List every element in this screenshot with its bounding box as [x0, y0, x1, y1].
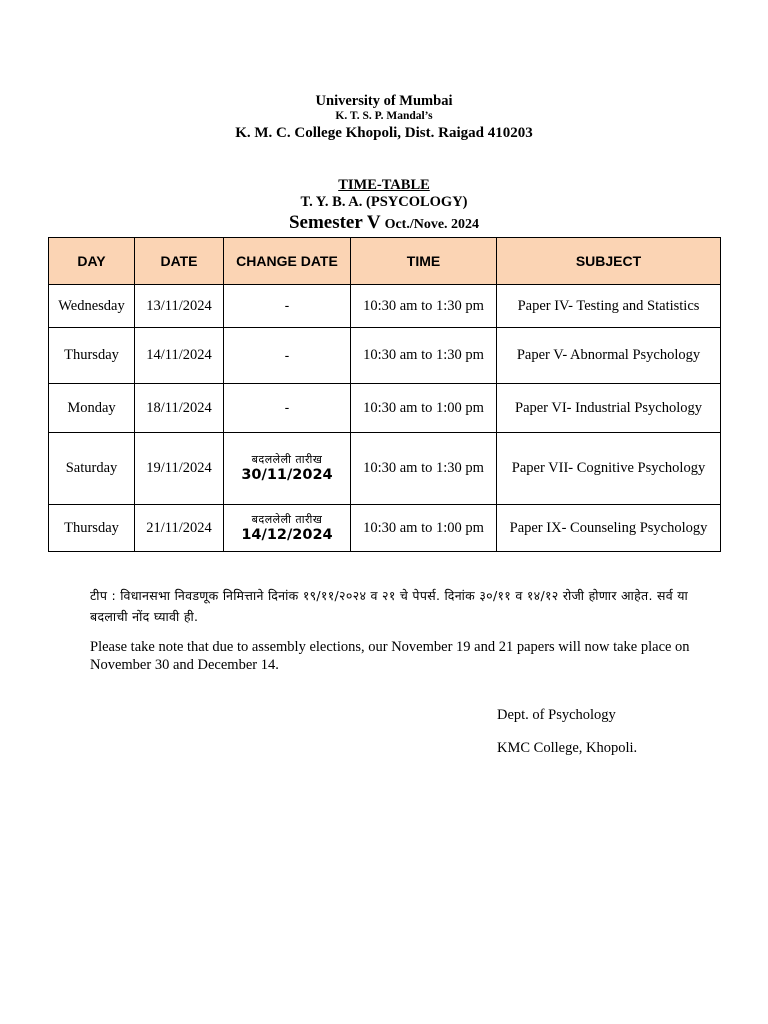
cell-date: 21/11/2024 — [135, 505, 224, 552]
cell-change-date — [224, 384, 351, 433]
cell-day: Saturday — [49, 433, 135, 505]
semester-line — [0, 212, 768, 234]
cell-change-date — [224, 328, 351, 384]
change-date-value: - — [284, 346, 290, 363]
table-row — [49, 505, 721, 552]
table-row — [49, 285, 721, 328]
cell-subject: Paper IX- Counseling Psychology — [497, 505, 721, 552]
change-date-value: 30/11/2024 — [241, 467, 333, 483]
cell-time: 10:30 am to 1:30 pm — [351, 328, 497, 384]
cell-change-date — [224, 505, 351, 552]
cell-day: Thursday — [49, 505, 135, 552]
cell-time: 10:30 am to 1:00 pm — [351, 505, 497, 552]
cell-date: 19/11/2024 — [135, 433, 224, 505]
change-date-note: बदललेली तारीख — [251, 453, 323, 466]
cell-subject: Paper VII- Cognitive Psychology — [497, 433, 721, 505]
change-date-value: 14/12/2024 — [241, 526, 333, 543]
cell-change-date — [224, 433, 351, 505]
table-header-row — [49, 238, 721, 285]
semester-label: Semester V — [288, 212, 381, 233]
cell-day: Wednesday — [49, 285, 135, 328]
cell-subject: Paper V- Abnormal Psychology — [497, 328, 721, 384]
column-header-change-date: CHANGE DATE — [224, 238, 351, 285]
timetable — [48, 237, 721, 552]
cell-day: Monday — [49, 384, 135, 433]
class-name: T. Y. B. A. (PSYCOLOGY) — [300, 194, 468, 210]
signature-college: KMC College, Khopoli. — [497, 740, 638, 756]
change-date-value: - — [284, 399, 290, 415]
cell-time: 10:30 am to 1:30 pm — [351, 285, 497, 328]
change-date-note: बदललेली तारीख — [251, 512, 323, 526]
college-name: K. M. C. College Khopoli, Dist. Raigad 410203 — [235, 125, 533, 141]
cell-day: Thursday — [49, 328, 135, 384]
note-marathi: टीप : विधानसभा निवडणूक निमित्ताने दिनांक १९/११/२०२४ व २१ चे पेपर्स. दिनांक ३०/११ व १४/१२ रोजी होणार आहेत. सर्व या बदलाची नोंद घ्यावी ही. — [90, 588, 689, 624]
document-title: TIME-TABLE — [338, 177, 430, 193]
signature-department: Dept. of Psychology — [497, 707, 616, 723]
table-row — [49, 433, 721, 505]
column-header-time: TIME — [351, 238, 497, 285]
column-header-subject: SUBJECT — [497, 238, 721, 285]
cell-date: 14/11/2024 — [135, 328, 224, 384]
table-row — [49, 384, 721, 433]
university-name: University of Mumbai — [315, 93, 453, 109]
cell-date: 18/11/2024 — [135, 384, 224, 433]
cell-subject: Paper VI- Industrial Psychology — [497, 384, 721, 433]
column-header-date: DATE — [135, 238, 224, 285]
cell-date: 13/11/2024 — [135, 285, 224, 328]
table-row — [49, 328, 721, 384]
exam-session: Oct./Nove. 2024 — [384, 217, 480, 232]
cell-time: 10:30 am to 1:30 pm — [351, 433, 497, 505]
column-header-day: DAY — [49, 238, 135, 285]
cell-subject: Paper IV- Testing and Statistics — [497, 285, 721, 328]
change-date-value: - — [284, 297, 290, 313]
note-english: Please take note that due to assembly elections, our November 19 and 21 papers will now take place on November 30 and December 14. — [90, 639, 690, 673]
cell-change-date — [224, 285, 351, 328]
cell-time: 10:30 am to 1:00 pm — [351, 384, 497, 433]
mandal-name: K. T. S. P. Mandal’s — [335, 110, 433, 122]
